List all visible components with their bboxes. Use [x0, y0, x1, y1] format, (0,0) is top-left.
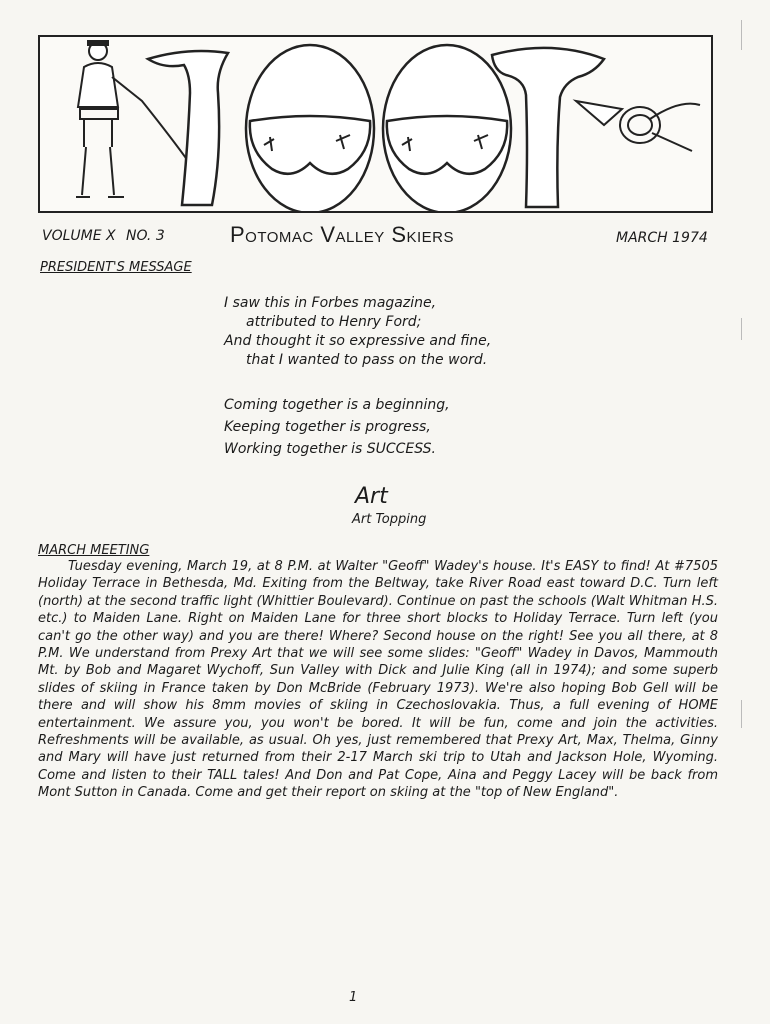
verse-line: I saw this in Forbes magazine,: [224, 295, 437, 311]
margin-mark: [741, 700, 742, 728]
presidents-message-heading: PRESIDENT'S MESSAGE: [40, 260, 192, 275]
masthead-illustration: [40, 37, 711, 211]
signature-scrawl: Art: [355, 484, 388, 509]
masthead-banner: [38, 35, 713, 213]
goggles-egg-right-icon: [383, 45, 511, 211]
issue-date: MARCH 1974: [616, 230, 708, 246]
signature-name: Art Topping: [352, 512, 427, 527]
post-horn-icon: [576, 101, 700, 151]
verse-line: that I wanted to pass on the word.: [246, 352, 488, 368]
march-meeting-body: [38, 558, 718, 802]
quote-line: Coming together is a beginning,: [224, 397, 450, 413]
quote-line: Keeping together is progress,: [224, 419, 431, 435]
intro-verse: [224, 294, 491, 370]
club-title: Potomac Valley Skiers: [230, 222, 455, 247]
verse-line: And thought it so expressive and fine,: [224, 333, 492, 349]
page-number: 1: [349, 990, 358, 1005]
margin-mark: [741, 318, 742, 340]
verse-line: attributed to Henry Ford;: [246, 314, 422, 330]
ford-quote: [224, 396, 450, 462]
march-meeting-heading: MARCH MEETING: [38, 543, 150, 558]
march-meeting-text: Tuesday evening, March 19, at 8 P.M. at Walter "Geoff" Wadey's house. It's EASY to find! At #7505 Holiday Terrace in Bethesda, Md. Exiting from the Beltway, take River Road east toward D.C. Turn left (north) at the second traffic light (Whittier Boulevard). Continue on past the schools (Walt Whitman H.S. etc.) to Maiden Lane. Right on Maiden Lane for three short blocks to Holiday Terrace. Turn left (you can't go the other way) and you are there! Where? Second house on the right! See you all there, at 8 P.M. We understand from Prexy Art that we will see some slides: "Geoff" Wadey in Davos, Mammouth Mt. by Bob and Magaret Wychoff, Sun Valley with Dick and Julie King (all in 1974); and some superb slides of skiing in France taken by Don McBride (February 1973). We're also hoping Bob Gell will be there and will show his 8mm movies of skiing in Czechoslovakia. Thus, a full evening of HOME entertainment. We assure you, you won't be bored. It will be fun, come and join the activities. Refreshments will be available, as usual. Oh yes, just remembered that Prexy Art, Max, Thelma, Ginny and Mary will have just returned from their 2-17 March ski trip to Utah and Jackson Hole, Wyoming. Come and listen to their TALL tales! And Don and Pat Cope, Aina and Peggy Lacey will be back from Mont Sutton in Canada. Come and get their report on skiing at the "top of New England".: [38, 559, 718, 801]
goggles-egg-left-icon: [246, 45, 374, 211]
volume-label: VOLUME X: [42, 228, 116, 244]
margin-mark: [741, 20, 742, 50]
quote-line: Working together is SUCCESS.: [224, 441, 436, 457]
issue-number: NO. 3: [126, 228, 165, 244]
toot-letter-t1-icon: [148, 51, 228, 205]
